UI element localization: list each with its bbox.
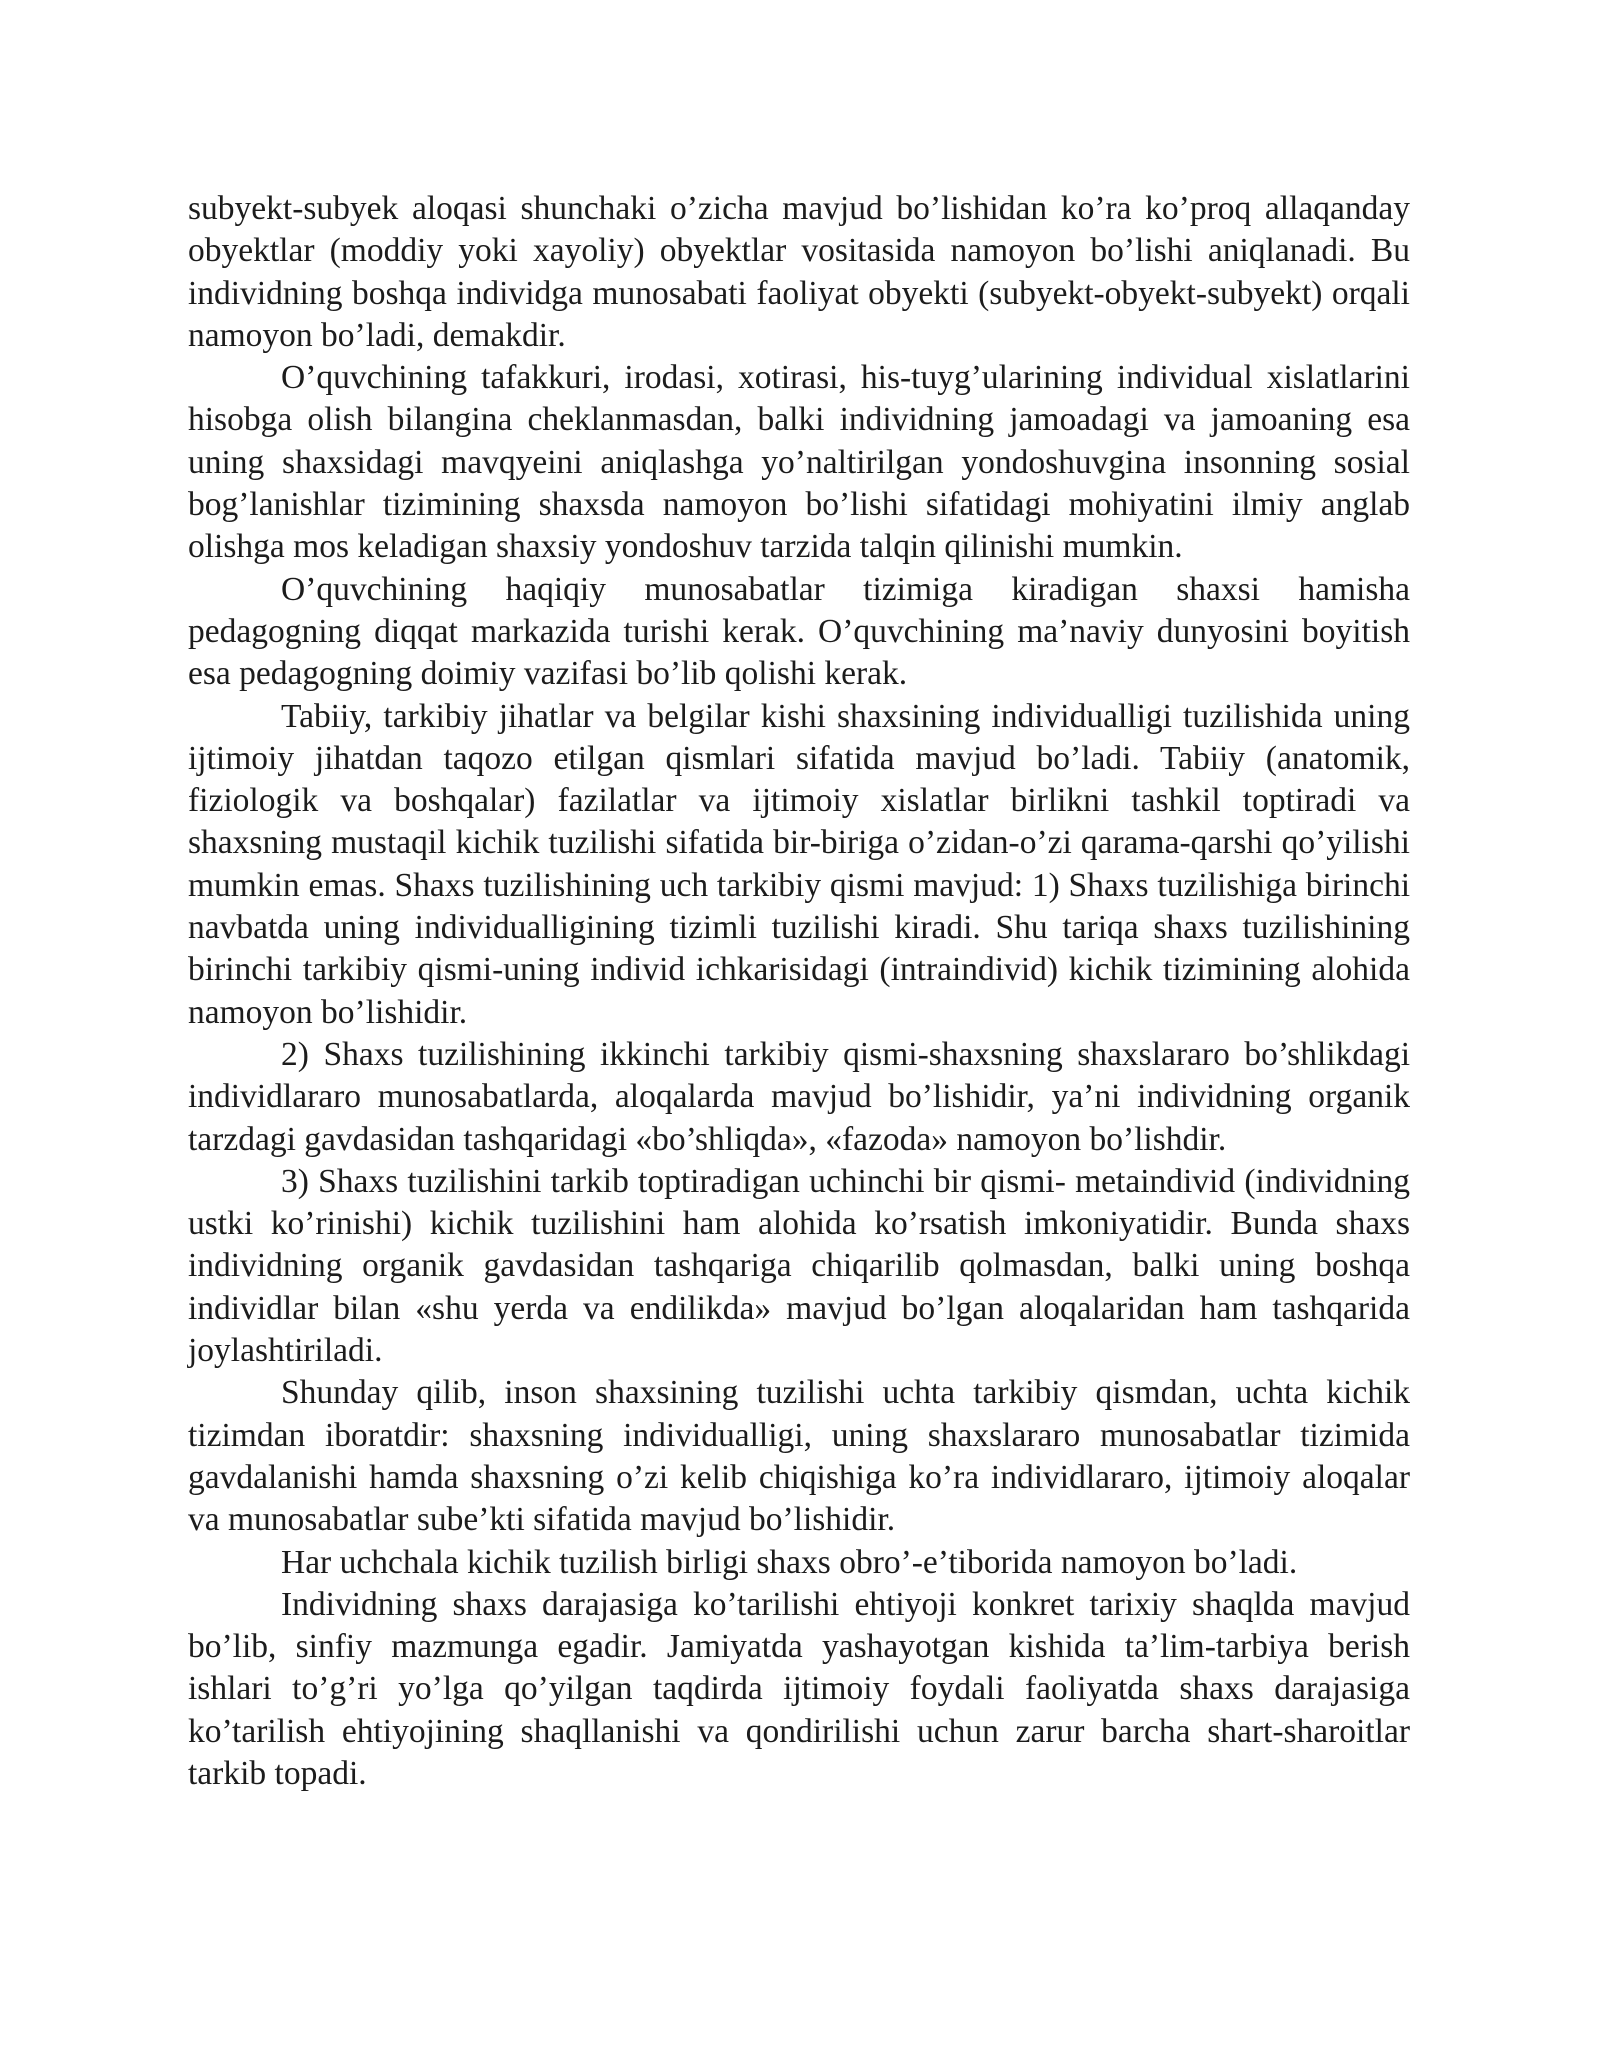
paragraph-authority: Har uchchala kichik tuzilish birligi shaxs obro’-e’tiborida namoyon bo’ladi. [281,1543,1298,1581]
paragraph-student-individual-traits: O’quvchining tafakkuri, irodasi, xotirasi, his-tuyg’ularining individual xislatlarini hisobga olish bilangina cheklanmasdan, balki individning jamoadagi va jamoaning esa uning shaxsidagi mavqyeini aniqlashga yo’naltirilgan yondoshuvgina insonning sosial bog’lanishlar tizimining shaxsda namoyon bo’lishi sifatidagi mohiyatini ilmiy anglab olishga mos keladigan shaxsiy yondoshuv tarzida talqin qilinishi mumkin. [188,359,1410,566]
paragraph-summary: Shunday qilib, inson shaxsining tuzilishi uchta tarkibiy qismdan, uchta kichik tizimdan iboratdir: shaxsning individualligi, uning shaxslararo munosabatlar tizimida gavdalanishi hamda shaxsning o’zi kelib chiqishiga ko’ra individlararo, ijtimoiy aloqalar va munosabatlar sube’kti sifatida mavjud bo’lishidir. [188,1374,1410,1539]
paragraph-continuation: subyekt-subyek aloqasi shunchaki o’zicha mavjud bo’lishidan ko’ra ko’proq allaqanday obyektlar (moddiy yoki xayoliy) obyektlar vositasida namoyon bo’lishi aniqlanadi. Bu individning boshqa individga munosabati faoliyat obyekti (subyekt-obyekt-subyekt) orqali namoyon bo’ladi, demakdir. [188,190,1410,354]
paragraph-pedagogue-attention: O’quvchining haqiqiy munosabatlar tizimiga kiradigan shaxsi hamisha pedagogning diqqat markazida turishi kerak. O’quvchining ma’naviy dunyosini boyitish esa pedagogning doimiy vazifasi bo’lib qolishi kerak. [188,570,1410,693]
paragraph-natural-components: Tabiiy, tarkibiy jihatlar va belgilar kishi shaxsining individualligi tuzilishida uning ijtimoiy jihatdan taqozo etilgan qismlari sifatida mavjud bo’ladi. Tabiiy (anatomik, fiziologik va boshqalar) fazilatlar va ijtimoiy xislatlar birlikni tashkil toptiradi va shaxsning mustaqil kichik tuzilishi sifatida bir-biriga o’zidan-o’zi qarama-qarshi qo’yilishi mumkin emas. Shaxs tuzilishining uch tarkibiy qismi mavjud: 1) Shaxs tuzilishiga birinchi navbatda uning individualligining tizimli tuzilishi kiradi. Shu tariqa shaxs tuzilishining birinchi tarkibiy qismi-uning individ ichkarisidagi (intraindivid) kichik tizimining alohida namoyon bo’lishidir. [188,697,1410,1031]
document-page [188,188,1410,1795]
paragraph-third-component: 3) Shaxs tuzilishini tarkib toptiradigan uchinchi bir qismi- metaindivid (individning ustki ko’rinishi) kichik tuzilishini ham alohida ko’rsatish imkoniyatidir. Bunda shaxs individning organik gavdasidan tashqariga chiqarilib qolmasdan, balki uning boshqa individlar bilan «shu yerda va endilikda» mavjud bo’lgan aloqalaridan ham tashqarida joylashtiriladi. [188,1162,1410,1370]
paragraph-individual-need: Individning shaxs darajasiga ko’tarilishi ehtiyoji konkret tarixiy shaqlda mavjud bo’lib, sinfiy mazmunga egadir. Jamiyatda yashayotgan kishida ta’lim-tarbiya berish ishlari to’g’ri yo’lga qo’yilgan taqdirda ijtimoiy foydali faoliyatda shaxs darajasiga ko’tarilish ehtiyojining shaqllanishi va qondirilishi uchun zarur barcha shart-sharoitlar tarkib topadi. [188,1585,1410,1792]
paragraph-second-component: 2) Shaxs tuzilishining ikkinchi tarkibiy qismi-shaxsning shaxslararo bo’shlikdagi individlararo munosabatlarda, aloqalarda mavjud bo’lishidir, ya’ni individning organik tarzdagi gavdasidan tashqaridagi «bo’shliqda», «fazoda» namoyon bo’lishdir. [188,1035,1410,1158]
